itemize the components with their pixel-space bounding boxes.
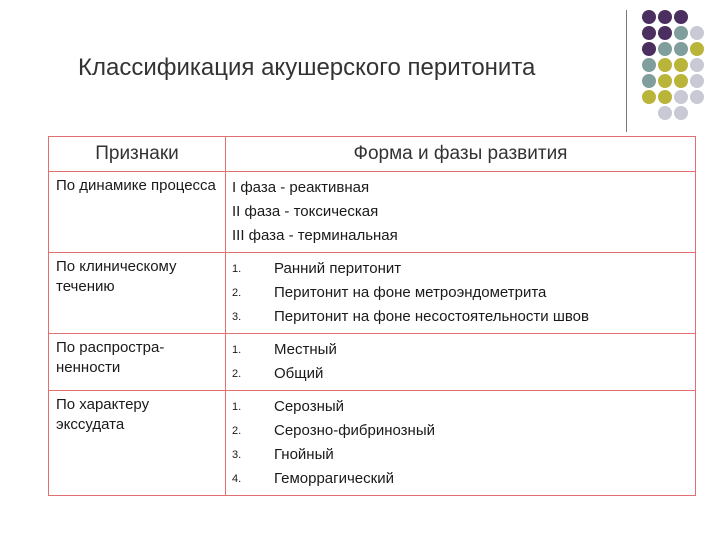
decorative-dot: [674, 58, 688, 72]
table-row: [49, 252, 695, 333]
item-text: Местный: [274, 341, 337, 358]
decorative-dot: [658, 90, 672, 104]
item-text: Перитонит на фоне несостоятельности швов: [274, 308, 589, 325]
row-content: [226, 334, 695, 390]
decorative-dot: [690, 74, 704, 88]
decorative-dot: [642, 42, 656, 56]
item-text: Перитонит на фоне метроэндометрита: [274, 284, 547, 301]
slide-title: Классификация акушерского перитонита: [78, 54, 536, 81]
decorative-dot: [674, 106, 688, 120]
item-text: Серозный: [274, 398, 345, 415]
item-number: 1.: [232, 401, 242, 413]
decorative-dot: [642, 26, 656, 40]
row-label: По характеру экссудата: [49, 391, 226, 495]
phase-line: II фаза - токсическая: [232, 203, 379, 220]
item-text: Гнойный: [274, 446, 334, 463]
table-header-row: [49, 137, 695, 171]
item-text: Геморрагический: [274, 470, 394, 487]
item-number: 1.: [232, 263, 242, 275]
decorative-dot: [658, 106, 672, 120]
list-item: [232, 338, 689, 362]
decorative-dot: [658, 42, 672, 56]
table-row: [49, 171, 695, 252]
decorative-dot: [690, 90, 704, 104]
decorative-dot: [658, 58, 672, 72]
list-item: [232, 467, 689, 491]
item-number: 1.: [232, 344, 242, 356]
decorative-dot: [690, 26, 704, 40]
classification-table: [48, 136, 696, 496]
row-label: По клиническому течению: [49, 253, 226, 333]
item-text: Серозно-фибринозный: [274, 422, 436, 439]
list-item: [232, 257, 689, 281]
list-item: [232, 395, 689, 419]
item-text: Общий: [274, 365, 324, 382]
item-number: 2.: [232, 368, 242, 380]
decorative-dot: [658, 74, 672, 88]
header-signs: Признаки: [49, 137, 226, 171]
item-number: 4.: [232, 473, 242, 485]
row-content: [226, 253, 695, 333]
decorative-dot: [674, 74, 688, 88]
list-item: [232, 419, 689, 443]
item-number: 2.: [232, 287, 242, 299]
decorative-dot: [642, 10, 656, 24]
phase-line: I фаза - реактивная: [232, 179, 370, 196]
list-item: [232, 362, 689, 386]
list-item: [232, 305, 689, 329]
decorative-dot: [658, 26, 672, 40]
decorative-vertical-line: [626, 10, 627, 132]
header-forms-phases: Форма и фазы развития: [353, 143, 568, 164]
table-row: [49, 390, 695, 495]
decorative-dot: [642, 74, 656, 88]
decorative-dot: [674, 42, 688, 56]
decorative-dot: [674, 26, 688, 40]
decorative-dot: [690, 58, 704, 72]
list-item: [232, 281, 689, 305]
item-number: 3.: [232, 449, 242, 461]
row-content: [226, 172, 695, 252]
item-number: 2.: [232, 425, 242, 437]
decorative-dot-grid: [640, 10, 720, 120]
row-content: [226, 391, 695, 495]
decorative-dot: [674, 10, 688, 24]
item-text: Ранний перитонит: [274, 260, 402, 277]
row-label: По динамике процесса: [49, 172, 226, 252]
item-number: 3.: [232, 311, 242, 323]
decorative-dot: [658, 10, 672, 24]
decorative-dot: [690, 42, 704, 56]
row-label: По распростра-ненности: [49, 334, 226, 390]
list-item: [232, 443, 689, 467]
decorative-dot: [674, 90, 688, 104]
table-row: [49, 333, 695, 390]
decorative-dot: [642, 58, 656, 72]
phase-line: III фаза - терминальная: [232, 227, 398, 244]
decorative-dot: [642, 90, 656, 104]
